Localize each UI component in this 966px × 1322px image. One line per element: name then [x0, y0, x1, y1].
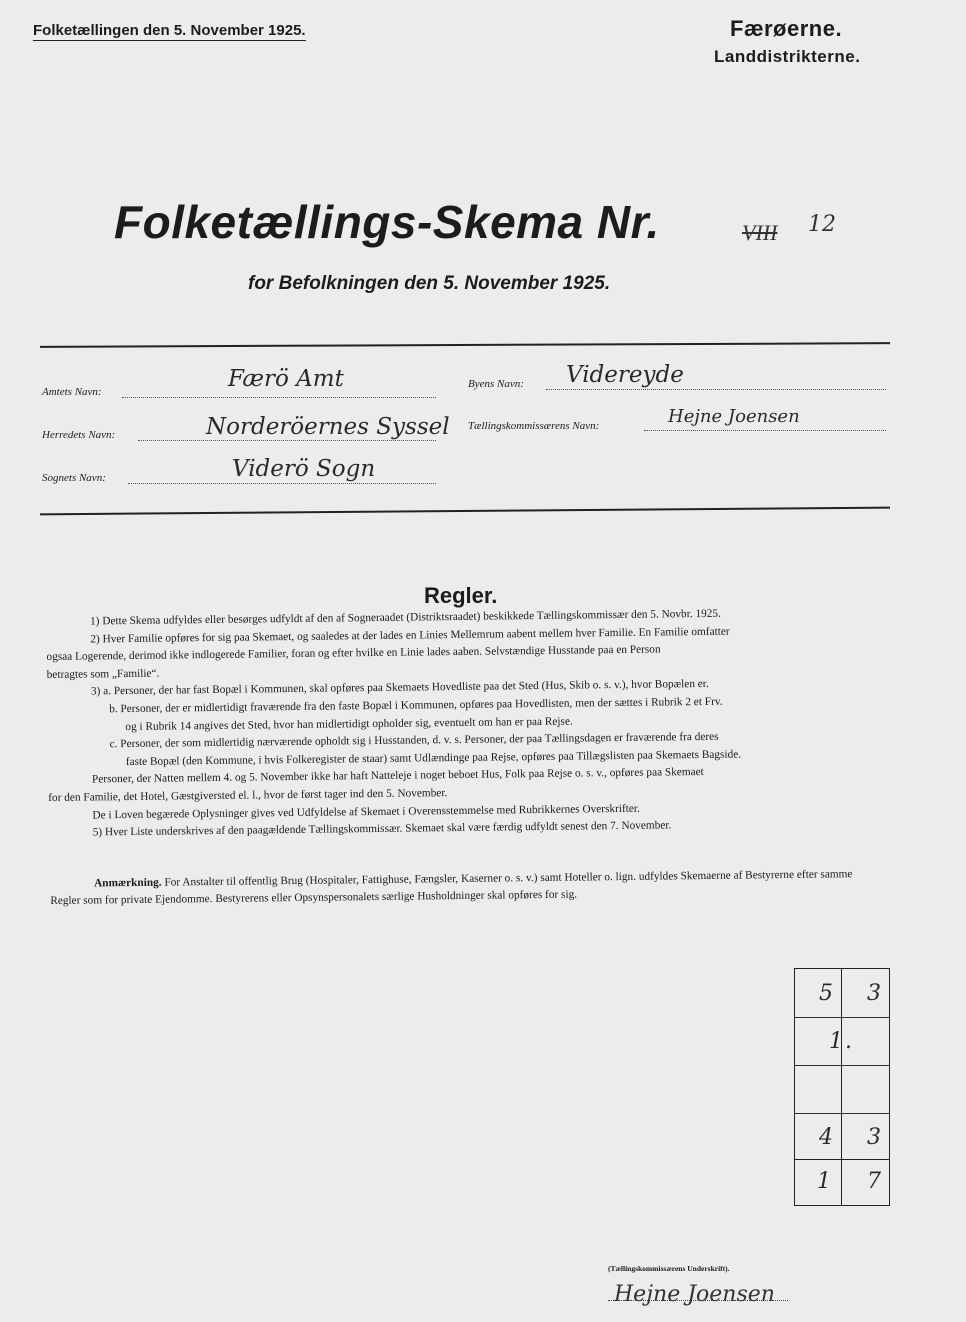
form-number-handwritten: 12: [808, 212, 836, 237]
tally-row-line: [795, 1159, 889, 1160]
header-region: Færøerne.: [730, 16, 843, 41]
rule-line: 1) Dette Skema udfyldes eller besørges udfyldt af den af Sogneraadet (Distriktsraadet) beskikkede Tællingskommissær den 5. Novbr. 1925.: [90, 607, 721, 628]
rule-line: betragtes som „Familie“.: [46, 667, 160, 681]
tally-r5-left: 1: [817, 1169, 831, 1194]
rule-line: c. Personer, der som midlertidig nærværende opholdt sig i Husstanden, d. v. s. Personer, der paa Tællingsdagen er fraværende fra deres: [109, 730, 719, 751]
tally-r2-left: 1: [829, 1029, 843, 1054]
tally-row-line: [795, 1065, 889, 1066]
rule-line: 5) Hver Liste underskrives af den paagældende Tællingskommissær. Skemaet skal være færdig udfyldt senest den 7. November.: [92, 819, 672, 839]
note-text: For Anstalter til offentlig Brug (Hospitaler, Fattighuse, Fængsler, Kaserner o. s. v.) samt Hoteller o. lign. udfyldes Skemaerne af Bestyrerne efter samme Regler som for private Ejendomme. Bestyrerens eller Opsynspersonalets særlige Husholdninger skal opføres for sig.: [50, 868, 853, 907]
tally-r2-right: .: [845, 1029, 852, 1054]
rules-text: [46, 604, 899, 843]
rule-line: faste Bopæl (den Kommune, i hvis Folkeregister de staar) samt Udlændinge paa Rejse, opføres paa Tillægslisten paa Skemaets Bagside.: [125, 748, 742, 768]
amt-dotted-line: [122, 396, 436, 398]
amt-label: Amtets Navn:: [42, 386, 102, 398]
rules-heading: Regler.: [424, 583, 498, 608]
tally-grid: [794, 968, 890, 1206]
kommissaer-value: Hejne Joensen: [668, 406, 800, 427]
rule-line: og i Rubrik 14 angives det Sted, hvor han midlertidigt opholder sig, eventuelt om han er paa Rejse.: [125, 715, 573, 733]
tally-r1-right: 3: [867, 981, 881, 1006]
kommissaer-label: Tællingskommissærens Navn:: [468, 420, 600, 432]
by-value: Videreyde: [566, 362, 684, 388]
rule-line: ogsaa Logerende, derimod ikke indlogerede Familier, foran og efter hvilke en Linie lades aaben. Selvstændige Husstande paa en Person: [46, 643, 661, 664]
rule-line: b. Personer, der er midlertidigt fraværende fra den faste Bopæl i Kommunen, opføres paa Hovedlisten, men der sættes i Rubrik 2 et Frv.: [109, 695, 723, 716]
signature-label: (Tællingskommissærens Underskrift).: [608, 1264, 730, 1273]
tally-r4-right: 3: [867, 1125, 881, 1150]
herred-label: Herredets Navn:: [42, 429, 116, 441]
rule-line: De i Loven begærede Oplysninger gives ved Udfyldelse af Skemaet i Overensstemmelse med Rubrikkernes Overskrifter.: [92, 802, 640, 821]
annotation-note: [50, 866, 880, 910]
tally-r5-right: 7: [867, 1169, 881, 1194]
rule-line: 2) Hver Familie opføres for sig paa Skemaet, og saaledes at der lades en Linies Mellemrum aabent mellem hver Familie. En Familie omfatter: [90, 625, 730, 646]
sogn-label: Sognets Navn:: [42, 472, 106, 484]
header-census-date: Folketællingen den 5. November 1925.: [33, 22, 306, 39]
form-number-struck: VIII: [742, 220, 778, 245]
tally-row-line: [795, 1017, 889, 1018]
rule-line: Personer, der Natten mellem 4. og 5. November ikke har haft Natteleje i noget beboet Hus, Folk paa Rejse o. s. v., opføres paa Skemaet: [91, 766, 704, 786]
by-dotted-line: [546, 388, 886, 390]
signature-line: [608, 1300, 788, 1301]
note-label: Anmærkning.: [94, 876, 162, 890]
tally-r4-left: 4: [819, 1125, 833, 1150]
header-district-type: Landdistrikterne.: [714, 47, 861, 66]
rule-line: for den Familie, det Hotel, Gæstgiversted el. l., hvor de først tager ind den 5. November.: [48, 787, 448, 804]
top-divider: [40, 342, 890, 348]
form-title: Folketællings-Skema Nr.: [114, 196, 660, 248]
tally-grid-divider: [841, 969, 842, 1205]
rule-line: 3) a. Personer, der har fast Bopæl i Kommunen, skal opføres paa Skemaets Hovedliste paa det Sted (Hus, Skib o. s. v.), hvor Bopælen er.: [90, 678, 709, 698]
form-subtitle: for Befolkningen den 5. November 1925.: [248, 273, 611, 294]
amt-value: Færö Amt: [228, 366, 344, 392]
tally-row-line: [795, 1113, 889, 1114]
by-label: Byens Navn:: [468, 378, 524, 390]
sogn-value: Viderö Sogn: [232, 456, 376, 482]
tally-r1-left: 5: [819, 981, 833, 1006]
bottom-divider: [40, 507, 890, 516]
sogn-dotted-line: [128, 482, 436, 484]
herred-value: Norderöernes Syssel: [206, 414, 450, 440]
signature-value: Hejne Joensen: [614, 1282, 775, 1307]
kommissaer-dotted-line: [644, 429, 886, 431]
